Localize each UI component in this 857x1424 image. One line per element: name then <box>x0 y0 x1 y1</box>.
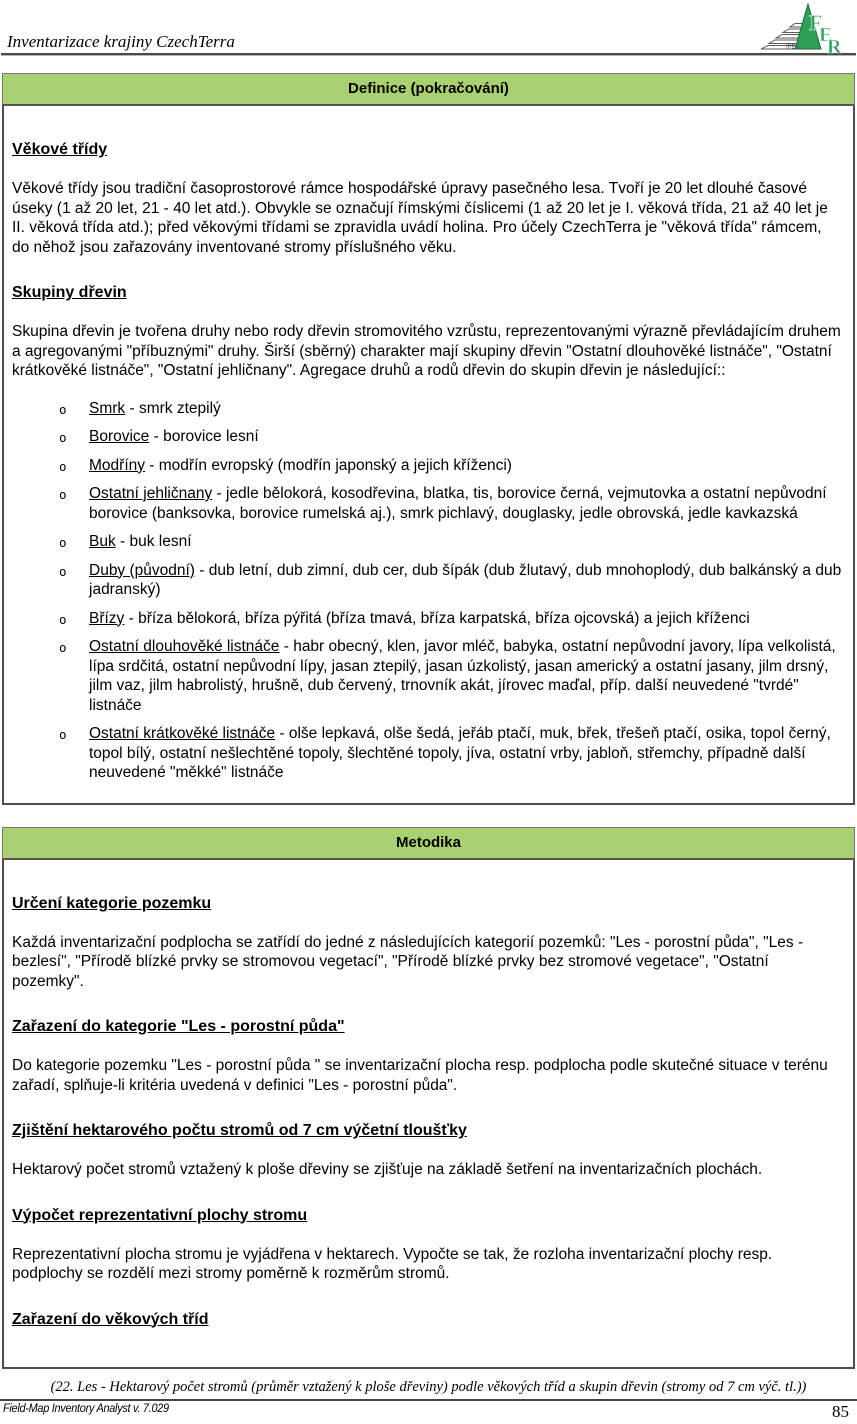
species-group-term: Duby (původní) <box>89 561 195 579</box>
section-heading-skupiny-drevin: Skupiny dřevin <box>12 284 127 301</box>
page-header <box>0 0 857 56</box>
section-heading-urceni-kategorie: Určení kategorie pozemku <box>12 894 212 912</box>
paragraph-skupiny-drevin: Skupina dřevin je tvořena druhy nebo rody dřevin stromovitého vzrůstu, reprezentovanými výrazně převládajícím druhem a agregovanými "příbuznými" druhy. Širší (sběrný) charakter mají skupiny dřevin "Ostatní dlouhověké listnáče", "Ostatní krátkověké listnáče", "Ostatní jehličnany". Agregace druhů a rodů dřevin do skupin dřevin je následující:: <box>12 323 841 379</box>
svg-text:E: E <box>819 24 833 46</box>
footer-caption: (22. Les - Hektarový počet stromů (průměr vztažený k ploše dřeviny) podle věkových tříd a skupin dřevin (stromy od 7 cm výč. tl.)) <box>50 1379 807 1395</box>
species-group-term: Modříny <box>89 456 145 474</box>
list-item <box>12 456 843 476</box>
circle-bullet-icon: o <box>59 563 67 579</box>
header-rule <box>1 53 856 56</box>
banner-definice: Definice (pokračování) <box>2 73 855 106</box>
section-heading-vekove-tridy: Věkové třídy <box>12 141 108 158</box>
paragraph-zjisteni-poctu: Hektarový počet stromů vztažený k ploše dřeviny se zjišťuje na základě šetření na inventarizačních plochách. <box>12 1161 763 1178</box>
list-item <box>12 532 843 552</box>
page-footer <box>0 1379 857 1424</box>
species-group-list <box>12 399 843 783</box>
species-group-term: Borovice <box>89 428 150 445</box>
paragraph-vypocet-plochy: Reprezentativní plocha stromu je vyjádřena v hektarech. Vypočte se tak, že rozloha inventarizační plochy resp. podplochy se rozdělí mezi stromy poměrně k rozměrům stromů. <box>12 1245 773 1282</box>
paragraph-urceni-kategorie: Každá inventarizační podplocha se zatřídí do jedné z následujících kategorií pozemků: "Les - porostní půda", "Les - bezlesí", "Přírodě blízké prvky se stromovou vegetací", "Přírodě blízké prvky bez stromové vegetace", "Ostatní pozemky". <box>12 933 804 990</box>
section-heading-zjisteni-poctu: Zjištění hektarového počtu stromů od 7 cm výčetní tloušťky <box>12 1122 467 1139</box>
species-group-term: Ostatní dlouhověké listnáče <box>89 638 280 655</box>
species-group-desc: - buk lesní <box>115 533 192 550</box>
list-item <box>12 724 843 783</box>
svg-text:R: R <box>827 36 842 55</box>
species-group-desc: - smrk ztepilý <box>125 399 221 417</box>
list-item <box>12 484 843 523</box>
circle-bullet-icon: o <box>59 401 67 417</box>
species-group-term: Buk <box>89 533 116 550</box>
species-group-desc: - dub letní, dub zimní, dub cer, dub šípák (dub žlutavý, dub mnohoplodý, dub balkánský a dub jadranský) <box>89 561 842 598</box>
list-item <box>12 637 843 715</box>
species-group-desc: - borovice lesní <box>149 428 259 445</box>
species-group-desc: - bříza bělokorá, bříza pýřitá (bříza tmavá, bříza karpatská, bříza ojcovská) a jejich kříženci <box>124 609 750 627</box>
circle-bullet-icon: o <box>59 611 67 627</box>
content-box-definice <box>2 106 855 805</box>
app-version-label: Field-Map Inventory Analyst v. 7.029 <box>3 1403 169 1415</box>
list-item <box>12 427 843 447</box>
logo-small-text: IFER <box>786 44 800 51</box>
page-number: 85 <box>832 1402 849 1421</box>
circle-bullet-icon: o <box>59 535 67 550</box>
circle-bullet-icon: o <box>59 430 67 445</box>
page-title: Inventarizace krajiny CzechTerra <box>7 32 235 51</box>
banner-metodika: Metodika <box>2 827 855 860</box>
list-item <box>12 609 843 629</box>
list-item <box>12 399 843 419</box>
species-group-desc: - olše lepkavá, olše šedá, jeřáb ptačí, muk, břek, třešeň ptačí, osika, topol černý, topol bílý, ostatní nešlechtěné topoly, šlechtěné topoly, jíva, ostatní vrby, jabloň, střemchy, případně další neuvedené "měkké" listnáče <box>89 725 831 781</box>
content-box-metodika <box>2 860 855 1369</box>
species-group-term: Ostatní jehličnany <box>89 485 213 502</box>
species-group-desc: - habr obecný, klen, javor mléč, babyka, ostatní nepůvodní javory, lípa velkolistá, lípa srdčitá, ostatní nepůvodní lípy, jasan ztepilý, jasan úzkolistý, jasan americký a ostatní jasany, jilm drsný, jilm vaz, jilm habrolistý, hrušně, dub červený, trnovník akát, jírovec maďal, příp. další neuvedené "tvrdé" listnáče <box>89 638 836 714</box>
circle-bullet-icon: o <box>59 458 67 474</box>
list-item <box>12 561 843 600</box>
species-group-desc: - jedle bělokorá, kosodřevina, blatka, tis, borovice černá, vejmutovka a ostatní nepůvodní borovice (banksovka, borovice rumelská aj.), smrk pichlavý, douglasky, jedle obrovská, jedle kavkazská <box>89 485 827 522</box>
section-heading-vypocet-plochy: Výpočet reprezentativní plochy stromu <box>12 1206 308 1224</box>
section-heading-zarazeni-kategorie: Zařazení do kategorie "Les - porostní půda" <box>12 1018 345 1035</box>
circle-bullet-icon: o <box>59 487 67 502</box>
circle-bullet-icon: o <box>59 727 67 742</box>
svg-text:F: F <box>809 10 823 35</box>
species-group-desc: - modřín evropský (modřín japonský a jejich kříženci) <box>145 456 512 474</box>
species-group-term: Smrk <box>89 399 126 417</box>
section-heading-zarazeni-trid: Zařazení do věkových tříd <box>12 1310 209 1328</box>
circle-bullet-icon: o <box>59 640 67 655</box>
paragraph-vekove-tridy: Věkové třídy jsou tradiční časoprostorové rámce hospodářské úpravy pasečného lesa. Tvoří je 20 let dlouhé časové úseky (1 až 20 let, 21 - 40 let atd.). Obvykle se označují římskými číslicemi (1 až 20 let je I. věková třída, 21 až 40 let je II. věková třída atd.); před věkovými třídami se zpravidla uvádí holina. Pro účely CzechTerra je "věková třída" rámcem, do něhož jsou zařazovány inventované stromy příslušného věku. <box>12 180 828 256</box>
species-group-term: Břízy <box>89 609 125 627</box>
species-group-term: Ostatní krátkověké listnáče <box>89 725 276 742</box>
paragraph-zarazeni-kategorie: Do kategorie pozemku "Les - porostní půda " se inventarizační plocha resp. podplocha podle skutečné situace v terénu zařadí, splňuje-li kritéria uvedená v definici "Les - porostní půda". <box>12 1057 828 1094</box>
ifer-logo-icon <box>759 3 845 60</box>
